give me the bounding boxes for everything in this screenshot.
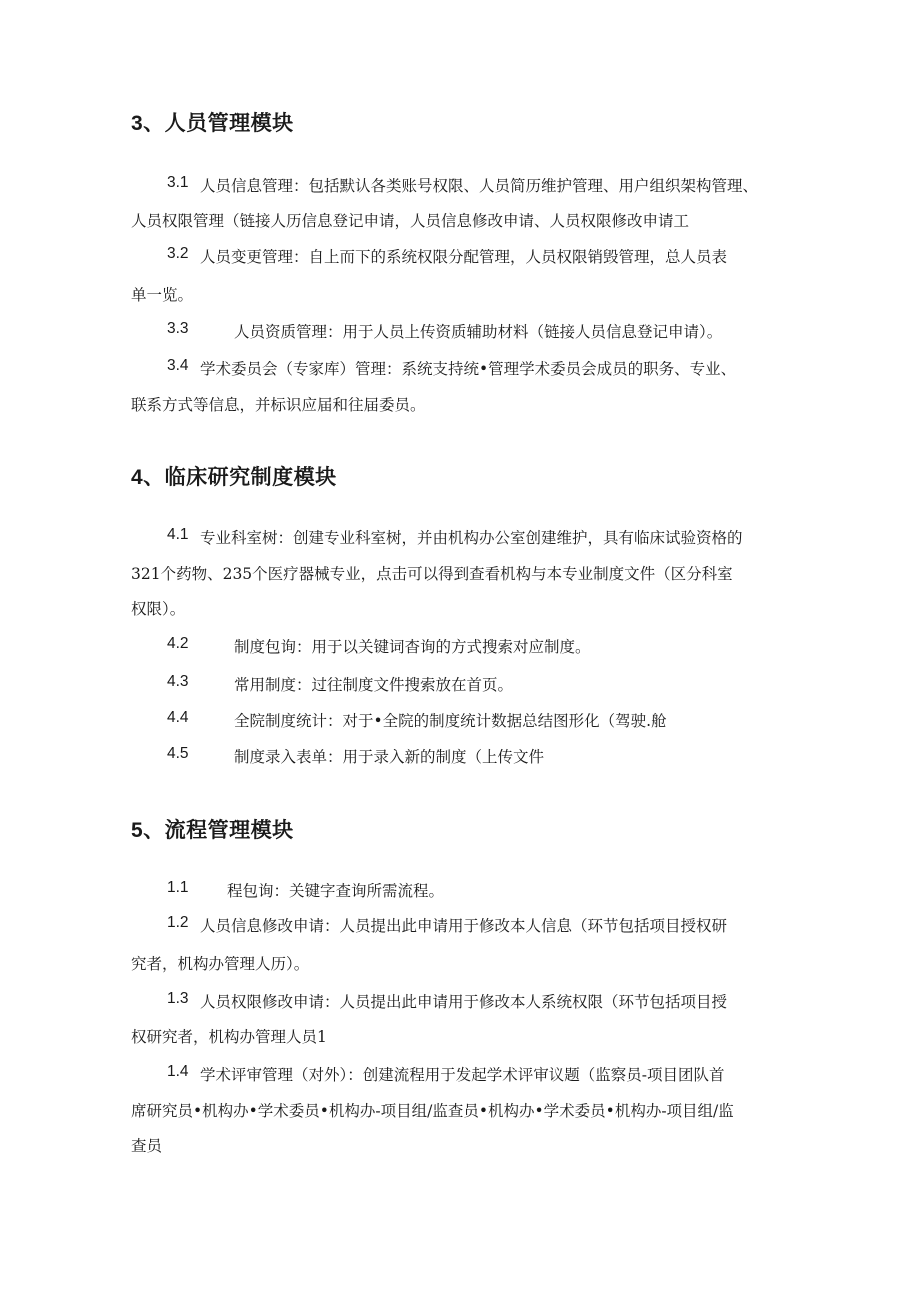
item-text: 程包询：关键字查询所需流程。 (227, 882, 445, 900)
item-number: 4.4 (167, 709, 189, 726)
item-number: 3.2 (167, 245, 189, 262)
item-text: 全院制度统计：对于•全院的制度统计数据总结图形化（驾驶.舱 (234, 712, 667, 730)
item-number: 3.1 (167, 174, 189, 191)
item-number: 3.4 (167, 357, 189, 374)
item-text: 人员资质管理：用于人员上传资质辅助材料（链接人员信息登记申请）。 (234, 323, 723, 341)
item-text: 单一览。 (131, 286, 194, 304)
section-heading: 3、人员管理模块 (131, 112, 294, 135)
item-text: 制度包询：用于以关键词杳询的方式搜索对应制度。 (234, 638, 591, 656)
item-number: 1.4 (167, 1063, 189, 1080)
item-number: 4.3 (167, 673, 189, 690)
item-text: 学术委员会（专家库）管理：系统支持统•管理学术委员会成员的职务、专业、 (200, 360, 737, 378)
item-text: 权研究者，机构办管理人员1 (131, 1028, 327, 1046)
item-number: 4.5 (167, 745, 189, 762)
item-text: 席研究员•机构办•学术委员•机构办-项目组/监查员•机构办•学术委员•机构办-项目组/监 (131, 1102, 734, 1120)
item-text: 查员 (131, 1137, 163, 1155)
item-text: 制度录入表单：用于录入新的制度（上传文件 (234, 748, 545, 766)
item-text: 人员变更管理：自上而下的系统权限分配管理，人员权限销毁管理，总人员表 (200, 248, 728, 266)
item-number: 4.2 (167, 635, 189, 652)
item-text: 人员权限修改申请：人员提出此申请用于修改本人系统权限（环节包括项目授 (200, 993, 728, 1011)
item-text: 联系方式等信息，并标识应届和往届委员。 (131, 396, 426, 414)
item-text: 321个药物、235个医疗器械专业，点击可以得到查看机构与本专业制度文件（区分科室 (131, 565, 733, 583)
item-text: 权限）。 (131, 600, 186, 618)
section-heading: 4、临床研究制度模块 (131, 466, 337, 489)
item-number: 1.3 (167, 990, 189, 1007)
item-text: 人员信息修改申请：人员提出此申请用于修改本人信息（环节包括项目授权研 (200, 917, 728, 935)
item-text: 人员权限管理（链接人历信息登记申请，人员信息修改申请、人员权限修改申请工 (131, 212, 690, 230)
item-text: 学术评审管理（对外）：创建流程用于发起学术评审议题（监察员-项目团队首 (200, 1066, 725, 1084)
item-number: 1.1 (167, 879, 189, 896)
item-text: 常用制度：过往制度文件搜索放在首页。 (234, 676, 514, 694)
item-text: 究者，机构办管理人历）。 (131, 955, 310, 973)
item-number: 4.1 (167, 526, 189, 543)
item-number: 3.3 (167, 320, 189, 337)
item-number: 1.2 (167, 914, 189, 931)
item-text: 人员信息管理：包括默认各类账号权限、人员简历维护管理、用户组织架构管理、 (200, 177, 759, 195)
section-heading: 5、流程管理模块 (131, 819, 294, 842)
item-text: 专业科室树：创建专业科室树，并由机构办公室创建维护，具有临床试验资格的 (200, 529, 743, 547)
